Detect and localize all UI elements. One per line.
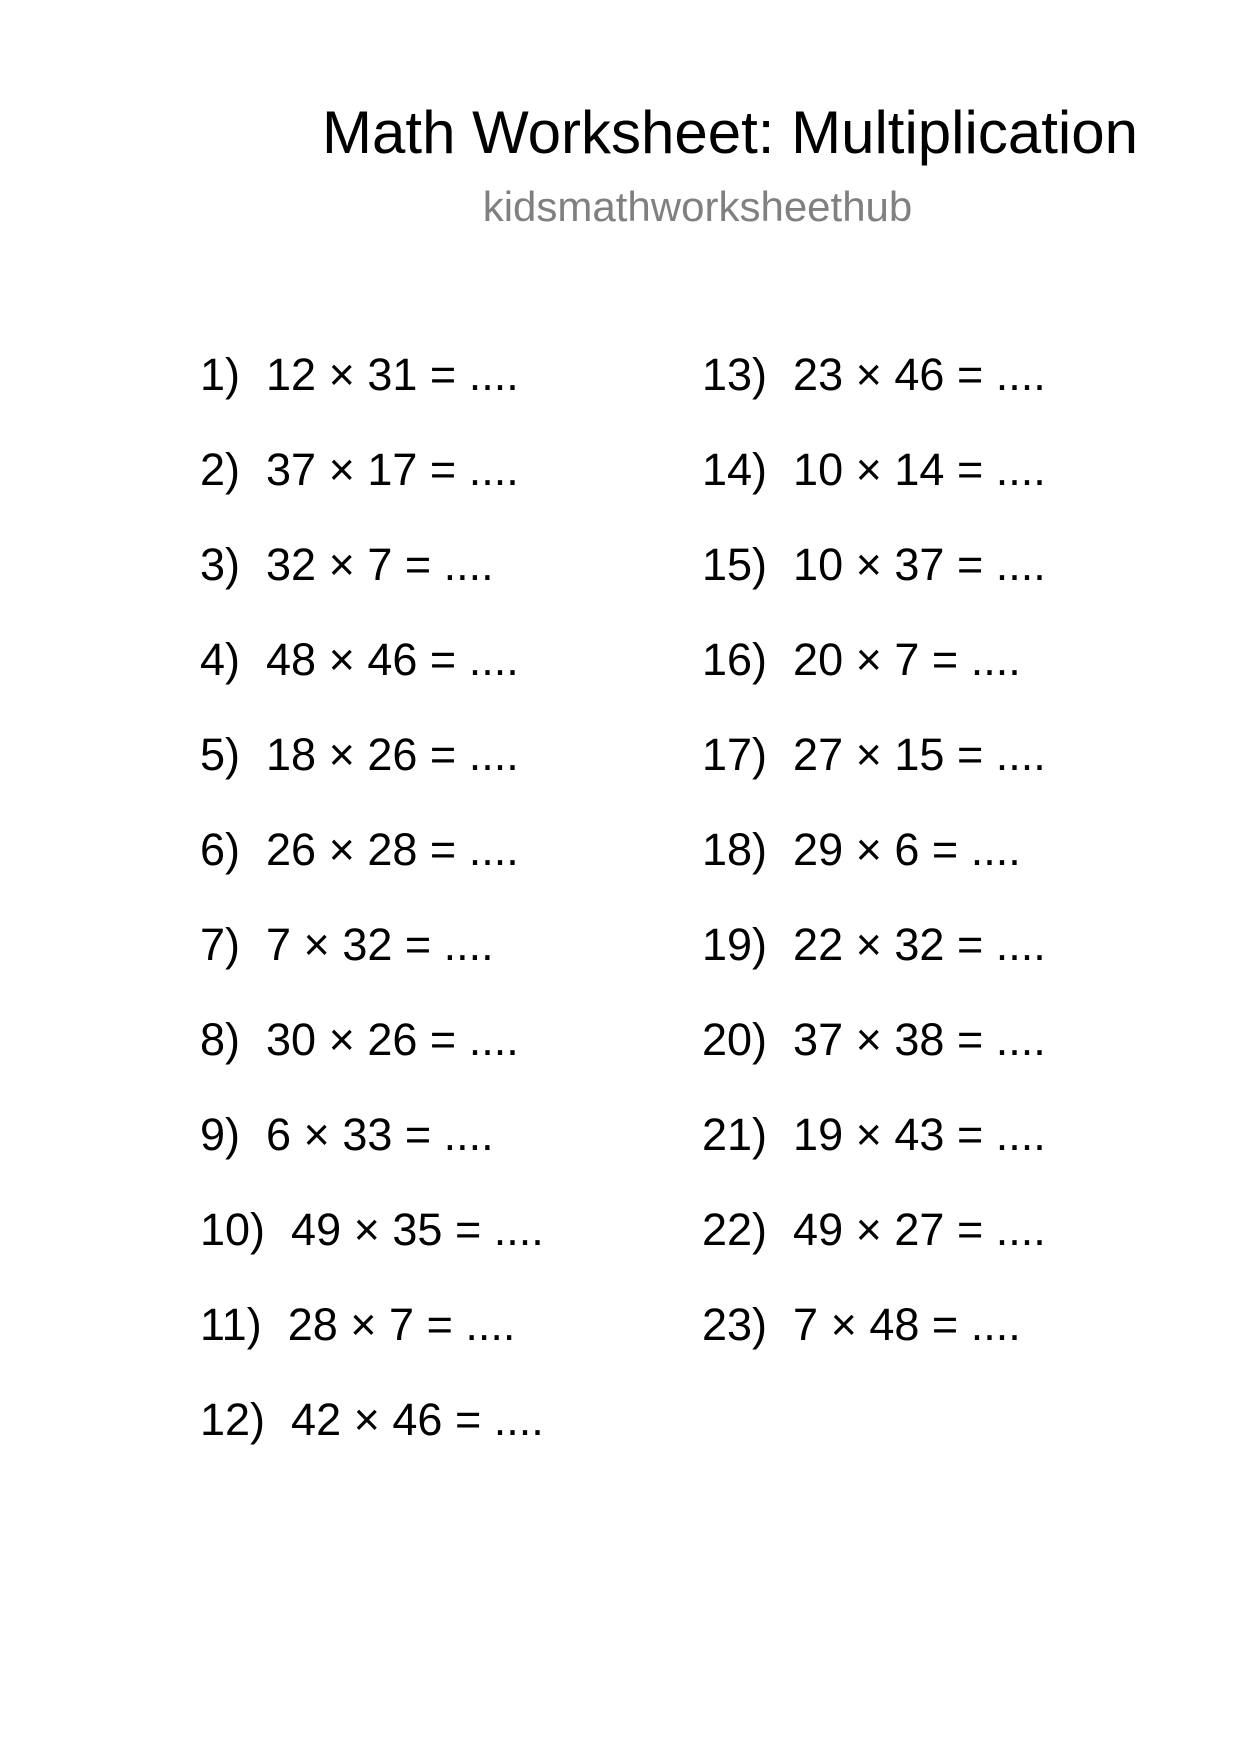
problem-item bbox=[200, 820, 544, 915]
problem-expression: 37 × 17 = .... bbox=[266, 444, 519, 495]
problem-number: 2) bbox=[200, 444, 241, 495]
problem-expression: 49 × 35 = .... bbox=[291, 1204, 544, 1255]
problem-number: 19) bbox=[702, 919, 768, 970]
problem-number: 18) bbox=[702, 824, 768, 875]
problem-expression: 19 × 43 = .... bbox=[793, 1109, 1046, 1160]
problem-number: 14) bbox=[702, 444, 768, 495]
problem-number: 9) bbox=[200, 1109, 241, 1160]
problem-item bbox=[702, 1105, 1046, 1200]
problem-item bbox=[702, 1010, 1046, 1105]
problem-expression: 10 × 37 = .... bbox=[793, 539, 1046, 590]
problems-column-right bbox=[702, 345, 1046, 1390]
problem-item bbox=[200, 725, 544, 820]
problem-number: 3) bbox=[200, 539, 241, 590]
problem-expression: 28 × 7 = .... bbox=[287, 1299, 516, 1350]
problem-expression: 10 × 14 = .... bbox=[793, 444, 1046, 495]
problem-number: 13) bbox=[702, 349, 768, 400]
problem-item bbox=[200, 345, 544, 440]
problem-number: 5) bbox=[200, 729, 241, 780]
problem-expression: 26 × 28 = .... bbox=[266, 824, 519, 875]
problem-item bbox=[200, 1105, 544, 1200]
problem-expression: 12 × 31 = .... bbox=[266, 349, 519, 400]
problem-expression: 20 × 7 = .... bbox=[793, 634, 1021, 685]
problem-expression: 49 × 27 = .... bbox=[793, 1204, 1046, 1255]
problem-number: 4) bbox=[200, 634, 241, 685]
problem-number: 21) bbox=[702, 1109, 768, 1160]
problem-item bbox=[702, 1200, 1046, 1295]
problem-number: 23) bbox=[702, 1299, 768, 1350]
problem-number: 20) bbox=[702, 1014, 768, 1065]
problem-item bbox=[702, 345, 1046, 440]
worksheet-title: Math Worksheet: Multiplication bbox=[322, 99, 1138, 166]
problem-item bbox=[200, 1295, 544, 1390]
problem-number: 8) bbox=[200, 1014, 241, 1065]
worksheet-source: kidsmathworksheethub bbox=[482, 183, 913, 230]
problem-item bbox=[200, 1200, 544, 1295]
problem-expression: 32 × 7 = .... bbox=[266, 539, 494, 590]
problem-expression: 37 × 38 = .... bbox=[793, 1014, 1046, 1065]
problem-number: 16) bbox=[702, 634, 768, 685]
problem-item bbox=[200, 440, 544, 535]
problem-expression: 7 × 32 = .... bbox=[266, 919, 494, 970]
problem-number: 11) bbox=[200, 1299, 262, 1350]
problem-number: 1) bbox=[200, 349, 241, 400]
problem-expression: 48 × 46 = .... bbox=[266, 634, 519, 685]
problems-column-left bbox=[200, 345, 544, 1485]
problem-item bbox=[702, 535, 1046, 630]
problem-item bbox=[200, 535, 544, 630]
problem-expression: 29 × 6 = .... bbox=[793, 824, 1021, 875]
problem-item bbox=[702, 630, 1046, 725]
problem-item bbox=[702, 725, 1046, 820]
problem-item bbox=[200, 915, 544, 1010]
problem-expression: 30 × 26 = .... bbox=[266, 1014, 519, 1065]
problem-expression: 6 × 33 = .... bbox=[266, 1109, 494, 1160]
problem-item bbox=[702, 1295, 1046, 1390]
problem-number: 15) bbox=[702, 539, 768, 590]
problem-number: 12) bbox=[200, 1394, 266, 1445]
problem-expression: 27 × 15 = .... bbox=[793, 729, 1046, 780]
problem-expression: 7 × 48 = .... bbox=[793, 1299, 1021, 1350]
problem-expression: 23 × 46 = .... bbox=[793, 349, 1046, 400]
problem-item bbox=[200, 1390, 544, 1485]
problem-number: 17) bbox=[702, 729, 768, 780]
problem-item bbox=[702, 915, 1046, 1010]
problem-number: 6) bbox=[200, 824, 241, 875]
problem-number: 22) bbox=[702, 1204, 768, 1255]
problem-item bbox=[702, 440, 1046, 535]
problem-expression: 22 × 32 = .... bbox=[793, 919, 1046, 970]
problem-number: 7) bbox=[200, 919, 241, 970]
problem-number: 10) bbox=[200, 1204, 266, 1255]
problem-expression: 42 × 46 = .... bbox=[291, 1394, 544, 1445]
problem-item bbox=[702, 820, 1046, 915]
problem-item bbox=[200, 1010, 544, 1105]
problem-item bbox=[200, 630, 544, 725]
problem-expression: 18 × 26 = .... bbox=[266, 729, 519, 780]
